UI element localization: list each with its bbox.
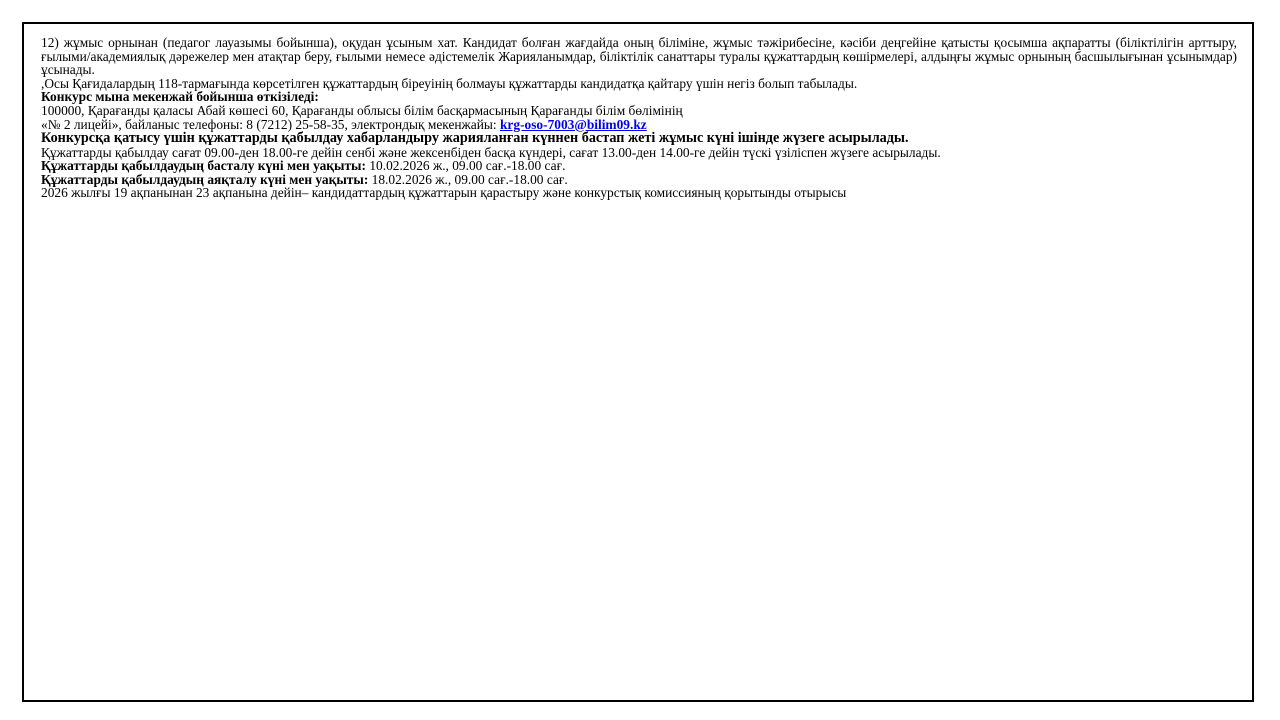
recommendation-paragraph: 12) жұмыс орнынан (педагог лауазымы бойынша), оқудан ұсыным хат. Кандидат болған жағдайда оның біліміне, жұмыс тәжірибесіне, кәсіби деңгейіне қатысты қосымша ақпаратты (біліктілігін арттыру, ғылыми/академиялық дәрежелер мен атақтар беру, ғылыми немесе әдістемелік Жарияланымдар, біліктілік санаттары туралы құжаттардың көшірмелері, алдыңғы жұмыс орнының басшылығынан ұсынымдар) ұсынады.: [41, 35, 1237, 78]
address-heading: Конкурс мына мекенжай бойынша өткізіледі:: [41, 89, 319, 105]
start-date-value: 10.02.2026 ж., 09.00 сағ.-18.00 сағ.: [365, 158, 566, 174]
email-link[interactable]: krg-oso-7003@bilim09.kz: [499, 116, 647, 132]
end-date-line: [41, 173, 1237, 187]
document-page: [22, 22, 1254, 702]
end-date-label: Құжаттарды қабылдаудың аяқталу күні мен уақыты:: [41, 171, 369, 187]
contact-line: [41, 118, 1237, 132]
contact-text: «№ 2 лицейі», байланыс телефоны: 8 (7212) 25-58-35, электрондық мекенжайы:: [41, 116, 500, 132]
start-date-line: [41, 159, 1237, 173]
missing-documents-paragraph: ,Осы Қағидалардың 118-тармағында көрсетілген құжаттардың біреуінің болмауы құжаттарды кандидатқа қайтару үшін негіз болып табылады.: [41, 75, 858, 91]
end-date-value: 18.02.2026 ж., 09.00 сағ.-18.00 сағ.: [368, 171, 568, 187]
review-schedule-paragraph: 2026 жылғы 19 ақпанынан 23 ақпанына дейін– кандидаттардың құжаттарын қарастыру және конкурстық комиссияның қорытынды отырысы: [41, 185, 847, 201]
address-line: 100000, Қарағанды қаласы Абай көшесі 60, Қарағанды облысы білім басқармасының Қарағанды білім бөлімінің: [41, 102, 683, 118]
acceptance-period-notice: Конкурсқа қатысу үшін құжаттарды қабылдау хабарландыру жарияланған күннен бастап жеті жұмыс күні ішінде жүзеге асырылады.: [41, 130, 909, 147]
document-body: [41, 36, 1237, 200]
start-date-label: Құжаттарды қабылдаудың басталу күні мен уақыты:: [41, 158, 366, 174]
acceptance-hours-paragraph: Құжаттарды қабылдау сағат 09.00-ден 18.00-ге дейін сенбі және жексенбіден басқа күндері, сағат 13.00-ден 14.00-ге дейін түскі үзіліспен жүзеге асырылады.: [41, 144, 941, 160]
